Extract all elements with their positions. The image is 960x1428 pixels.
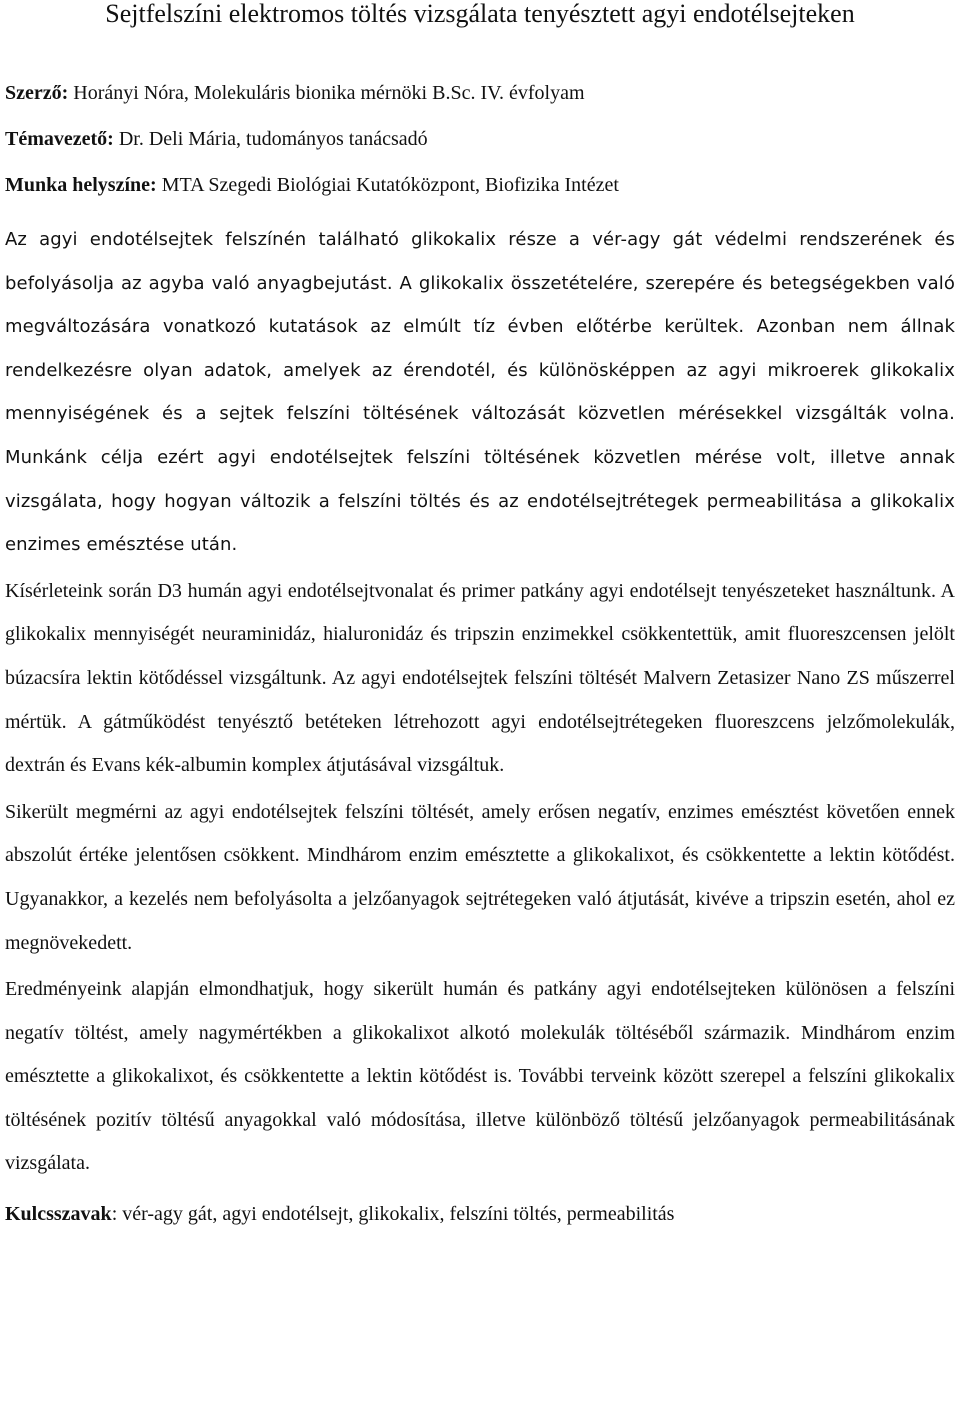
supervisor-value: Dr. Deli Mária, tudományos tanácsadó: [113, 128, 428, 150]
author-line: [5, 70, 955, 116]
document-title: Sejtfelszíni elektromos töltés vizsgálata tenyésztett agyi endotélsejteken: [105, 0, 855, 28]
location-label: Munka helyszíne:: [5, 174, 157, 196]
paragraph-conclusions: Eredményeink alapján elmondhatjuk, hogy sikerült humán és patkány agyi endotélsejteken különösen a felszíni negatív töltést, amely nagymértékben a glikokalixot alkotó molekulák töltéséből származik. Mindhárom enzim emésztette a glikokalixot, és csökkentette a lektin kötődést is. További terveink között szerepel a felszíni glikokalix töltésének pozitív töltésű anyagokkal való módosítása, illetve különböző töltésű jelzőanyagok permeabilitásának vizsgálata.: [5, 978, 955, 1175]
author-value: Horányi Nóra, Molekuláris bionika mérnöki B.Sc. IV. évfolyam: [68, 82, 585, 104]
paragraph-introduction: Az agyi endotélsejtek felszínén található glikokalix része a vér-agy gát védelmi rendszerének és befolyásolja az agyba való anyagbejutást. A glikokalix összetételére, szerepére és betegségekben való megváltozására vonatkozó kutatások az elmúlt tíz évben előtérbe kerültek. Azonban nem állnak rendelkezésre olyan adatok, amelyek az érendotél, és különösképpen az agyi mikroerek glikokalix mennyiségének és a sejtek felszíni töltésének változását közvetlen mérésekkel vizsgálták volna. Munkánk célja ezért agyi endotélsejtek felszíni töltésének közvetlen mérése volt, illetve annak vizsgálata, hogy hogyan változik a felszíni töltés és az endotélsejtrétegek permeabilitása a glikokalix enzimes emésztése után.: [5, 229, 955, 556]
supervisor-label: Témavezető:: [5, 128, 114, 150]
author-label: Szerző:: [5, 82, 69, 104]
document-meta: [5, 70, 955, 208]
keywords-value: : vér-agy gát, agyi endotélsejt, glikokalix, felszíni töltés, permeabilitás: [111, 1203, 675, 1226]
supervisor-line: [5, 116, 955, 162]
keywords-label: Kulcsszavak: [5, 1203, 112, 1226]
paragraph-methods: Kísérleteink során D3 humán agyi endotélsejtvonalat és primer patkány agyi endotélsejt tenyészeteket használtunk. A glikokalix mennyiségét neuraminidáz, hialuronidáz és tripszin enzimekkel csökkentettük, amit fluoreszcensen jelölt búzacsíra lektin kötődéssel vizsgáltunk. Az agyi endotélsejtek felszíni töltését Malvern Zetasizer Nano ZS műszerrel mértük. A gátműködést tenyésztő betéteken létrehozott agyi endotélsejtrétegeken fluoreszcens jelzőmolekulák, dextrán és Evans kék-albumin komplex átjutásával vizsgáltuk.: [5, 579, 955, 777]
paragraph-results: Sikerült megmérni az agyi endotélsejtek felszíni töltését, amely erősen negatív, enzimes emésztést követően ennek abszolút értéke jelentősen csökkent. Mindhárom enzim emésztette a glikokalixot, és csökkentette a lektin kötődést. Ugyanakkor, a kezelés nem befolyásolta a jelzőanyagok sejtrétegeken való átjutását, kivéve a tripszin esetén, ahol ez megnövekedett.: [5, 800, 955, 954]
location-line: [5, 162, 955, 208]
keywords-line: [5, 1192, 955, 1236]
location-value: MTA Szegedi Biológiai Kutatóközpont, Biofizika Intézet: [156, 174, 619, 196]
